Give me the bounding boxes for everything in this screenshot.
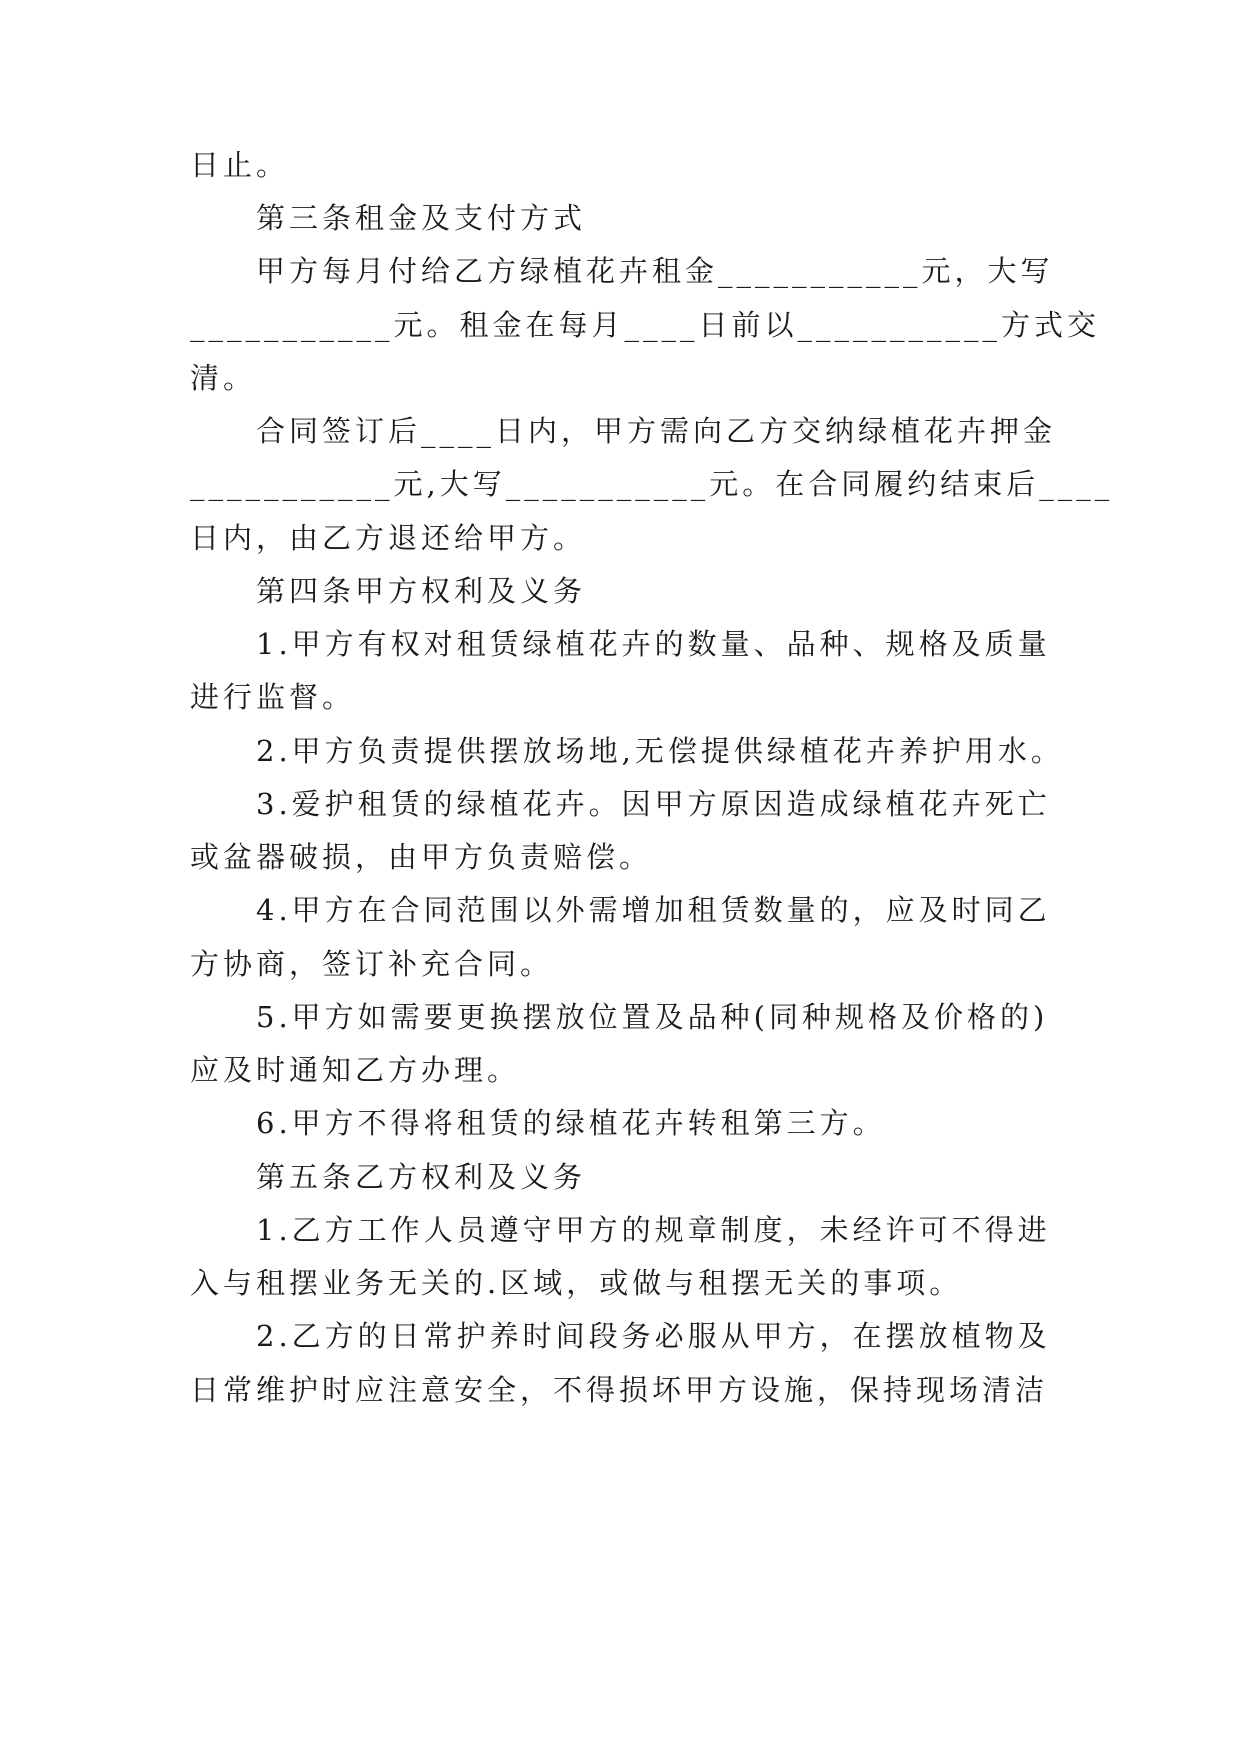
- section-heading: 第五条乙方权利及义务: [256, 1160, 587, 1194]
- text-line: 2.甲方负责提供摆放场地,无偿提供绿植花卉养护用水。: [256, 734, 1064, 768]
- text-line: 日内，由乙方退还给甲方。: [190, 521, 587, 555]
- text-line: 4.甲方在合同范围以外需增加租赁数量的，应及时同乙: [256, 893, 1051, 927]
- text-line: 或盆器破损，由甲方负责赔偿。: [190, 840, 653, 874]
- text-line: 3.爱护租赁的绿植花卉。因甲方原因造成绿植花卉死亡: [256, 787, 1051, 821]
- section-heading: 第四条甲方权利及义务: [256, 574, 587, 608]
- text-line: 日止。: [190, 148, 290, 182]
- text-line: 1.乙方工作人员遵守甲方的规章制度，未经许可不得进: [256, 1213, 1051, 1247]
- text-line: 日常维护时应注意安全，不得损坏甲方设施，保持现场清洁: [190, 1373, 1049, 1407]
- text-line: 合同签订后____日内，甲方需向乙方交纳绿植花卉押金: [256, 414, 1057, 448]
- text-line: 应及时通知乙方办理。: [190, 1053, 521, 1087]
- text-line: 入与租摆业务无关的.区域，或做与租摆无关的事项。: [190, 1266, 963, 1300]
- text-line: 方协商，签订补充合同。: [190, 947, 554, 981]
- text-line: 清。: [190, 361, 257, 395]
- text-line: 进行监督。: [190, 680, 356, 714]
- text-line: 1.甲方有权对租赁绿植花卉的数量、品种、规格及质量: [256, 627, 1051, 661]
- text-line: 2.乙方的日常护养时间段务必服从甲方，在摆放植物及: [256, 1319, 1051, 1353]
- section-heading: 第三条租金及支付方式: [256, 201, 587, 235]
- text-line: 5.甲方如需要更换摆放位置及品种(同种规格及价格的): [256, 1000, 1049, 1034]
- text-line: 甲方每月付给乙方绿植花卉租金___________元，大写: [256, 254, 1054, 288]
- text-line: 6.甲方不得将租赁的绿植花卉转租第三方。: [256, 1106, 886, 1140]
- text-line: ___________元,大写___________元。在合同履约结束后____: [190, 467, 1114, 501]
- text-line: ___________元。租金在每月____日前以___________方式交: [190, 308, 1101, 342]
